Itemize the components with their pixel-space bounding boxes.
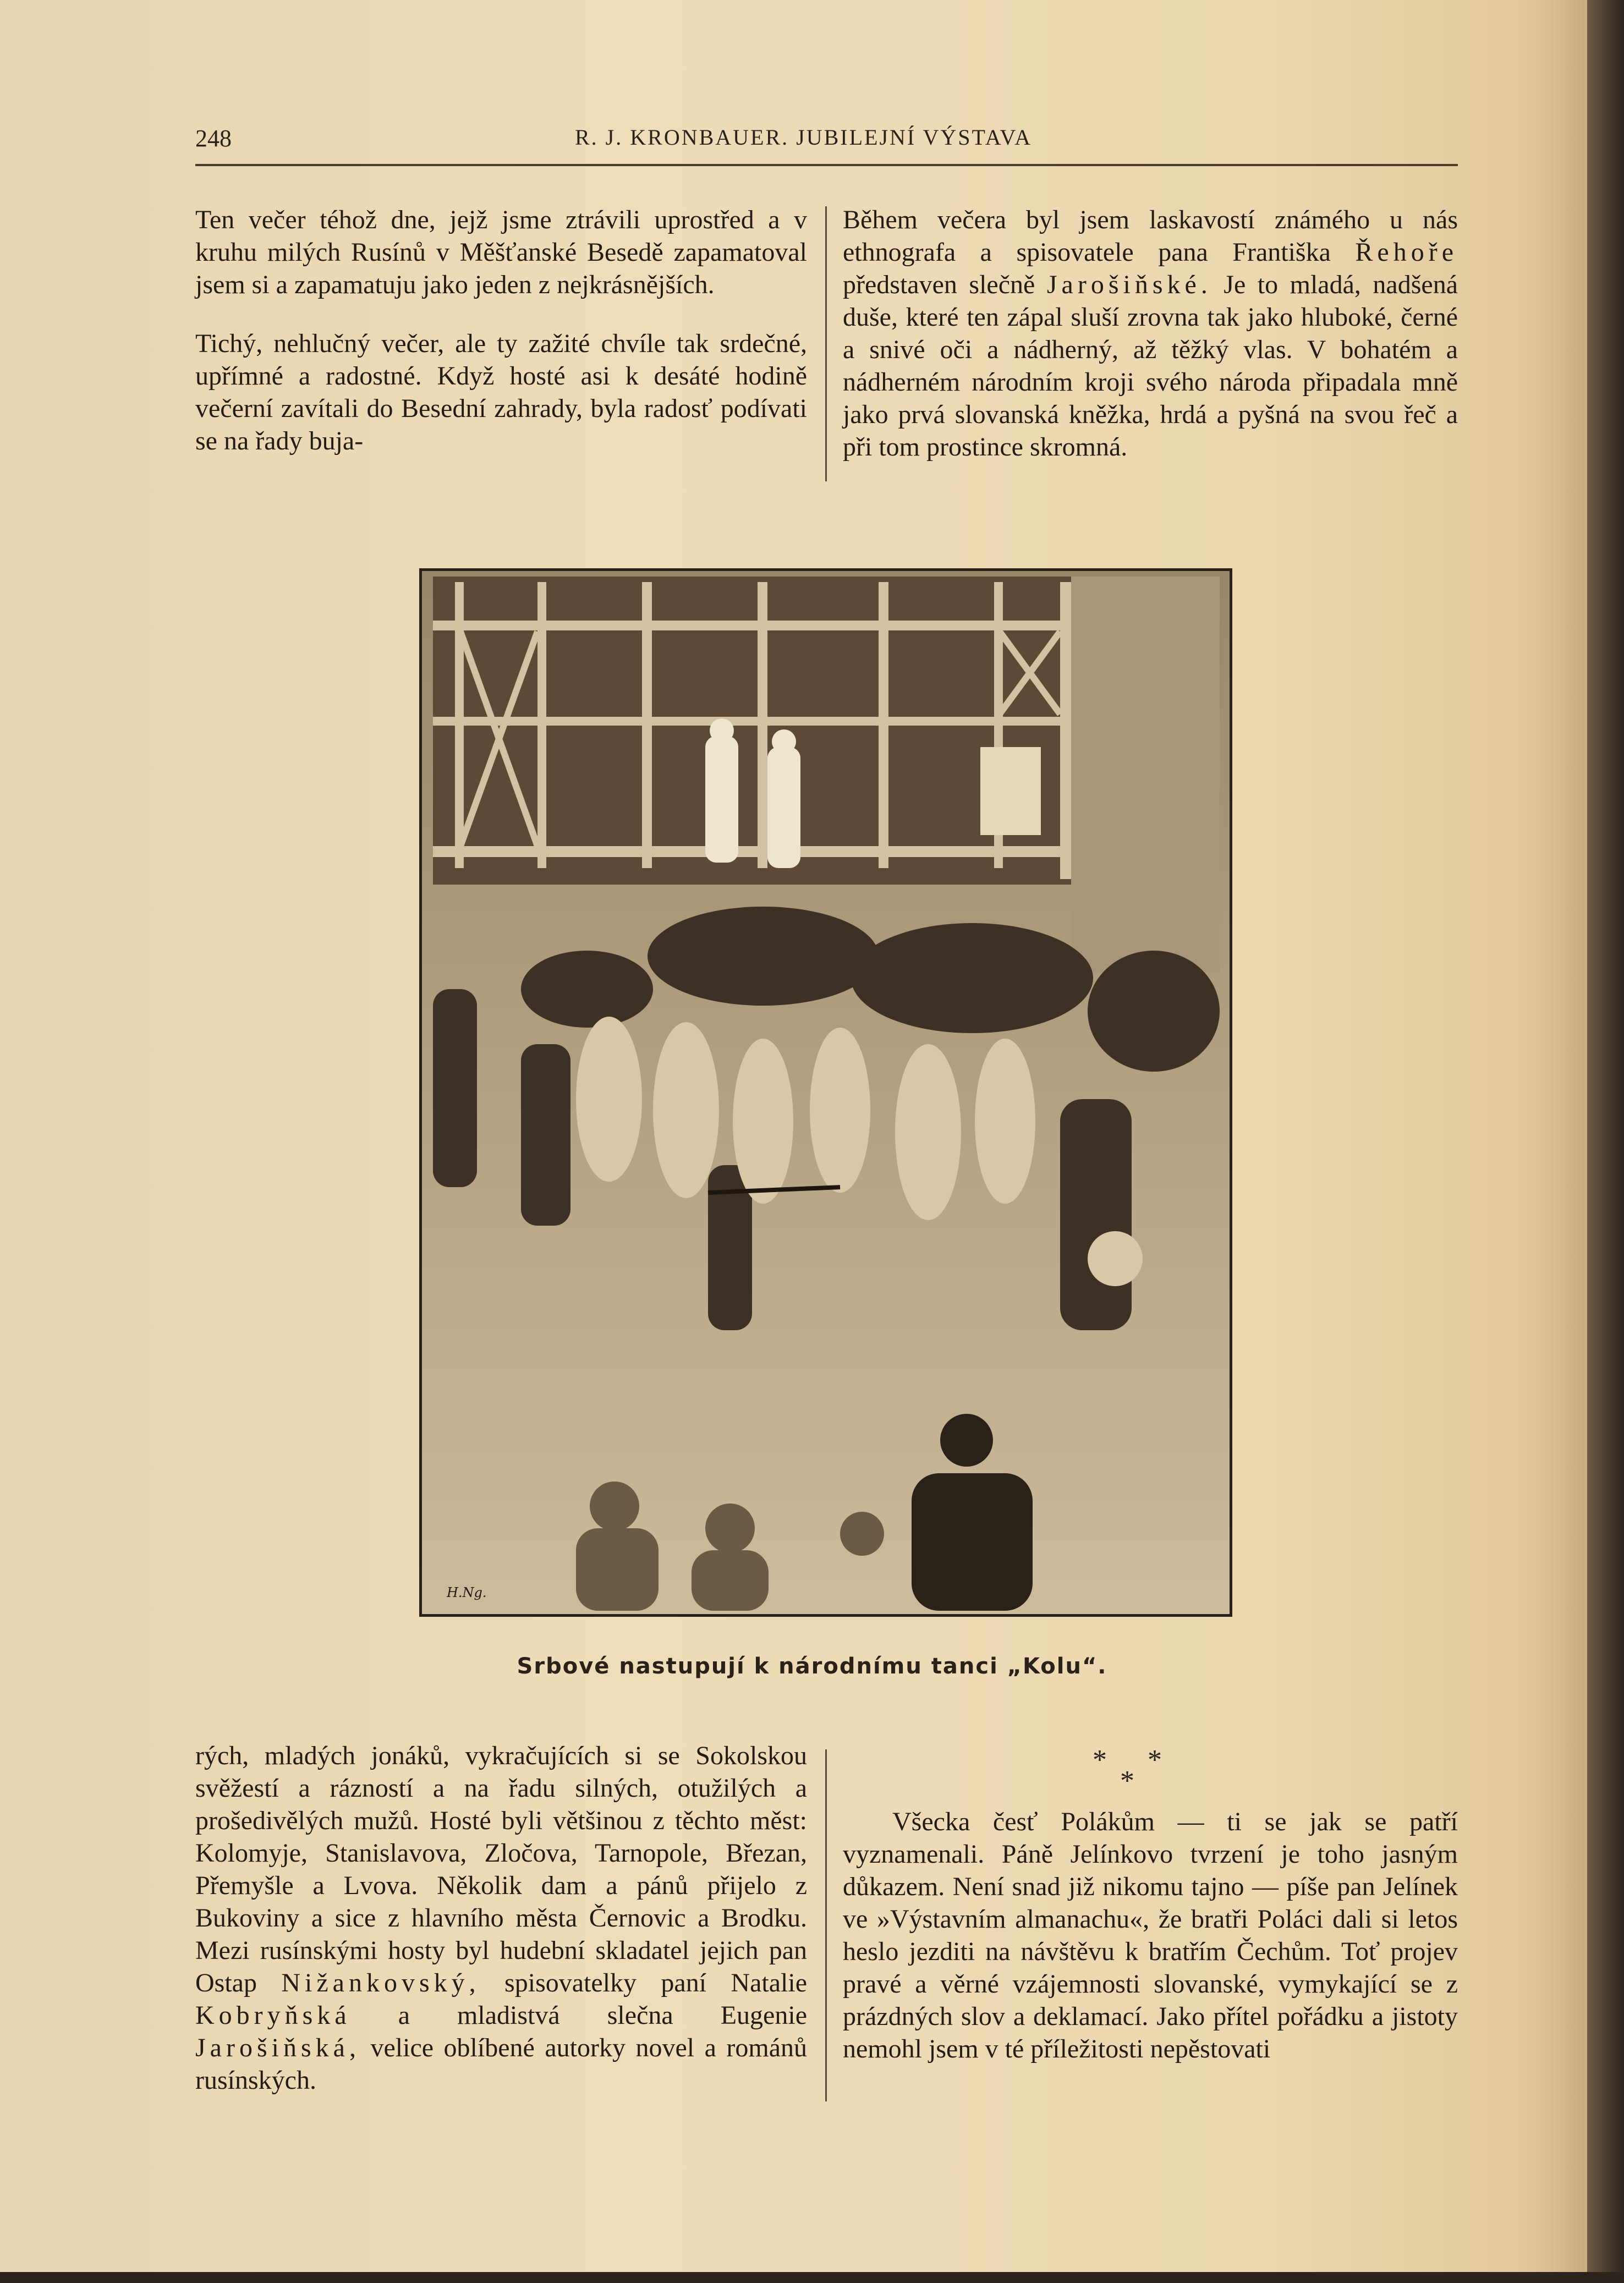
page-number: 248	[195, 125, 232, 152]
page-header	[195, 124, 1461, 163]
header-rule	[195, 164, 1458, 166]
paragraph: Tichý, nehlučný večer, ale ty zažité chvíle tak srdečné, upřímné a radostné. Když hosté asi k desáté hodině večerní zavítali do Besední zahrady, byla radosť podívati se na řady buja-	[195, 329, 807, 455]
running-head: R. J. KRONBAUER. JUBILEJNÍ VÝSTAVA	[575, 125, 1033, 150]
top-right-column	[843, 204, 1458, 463]
bottom-right-column	[843, 1805, 1458, 2065]
paragraph: rých, mladých jonáků, vykračujících si se Sokolskou svěžestí a rázností a na řadu silných, otužilých a prošedivělých mužů. Hosté byli většinou z těchto měst: Kolomyje, Stanislavova, Zločova, Tarnopole, Březan, Přemyšle a Lvova. Několik dam a pánů přijelo z Bukoviny a sice z hlavního města Černovic a Brodku. Mezi rusínskými hosty byl hudební skladatel jejich pan Ostap Nižankovský, spisovatelky paní Natalie Kobryňská a mladistvá slečna Eugenie Jarošiňská, velice oblíbené autorky novel a románů rusínských.	[195, 1741, 808, 2095]
name-rehore: Řehoře	[1355, 238, 1458, 267]
figure-caption: Srbové nastupují k národnímu tanci „Kolu“.	[517, 1654, 1107, 1679]
paragraph: Během večera byl jsem laskavostí známého u nás ethnografa a spisovatele pana Františka Řehoře představen slečně Jarošiňské. Je to mladá, nadšená duše, které ten zápal sluší zrovna tak jako hluboké, černé a snivé oči a nádherný, až těžký vlas. V bohatém a nádherném národním kroji svého národa připadala mně jako prvá slovanská kněžka, hrdá a pyšná na svou řeč a při tom prostince skromná.	[843, 205, 1458, 462]
column-divider	[825, 206, 827, 481]
name-jarosinska: Jarošiňská,	[195, 2033, 360, 2062]
asterisk: *	[1148, 1744, 1162, 1776]
column-divider	[825, 1749, 827, 2101]
photo-dancers-kolo	[422, 571, 1230, 1614]
paragraph: Všecka česť Polákům — ti se jak se patří vyznamenali. Páně Jelínkovo tvrzení je toho jasným důkazem. Není snad již nikomu tajno — píše pan Jelínek ve »Výstavním almanachu«, že bratři Poláci dali si letos heslo jezditi na návštěvu k bratřím Čechům. Toť projev pravé a věrné vzájemnosti slovanské, vymykající se z prázdných slov a deklamací. Jako přítel pořádku a jistoty nemohl jsem v té příležitosti nepěstovati	[843, 1807, 1458, 2064]
name-nizankovsky: Nižankovský,	[281, 1968, 480, 1997]
bottom-left-column	[195, 1739, 807, 2097]
asterisk: *	[1120, 1765, 1134, 1797]
photograph	[419, 568, 1232, 1617]
top-left-column	[195, 204, 807, 457]
book-edge	[1587, 0, 1624, 2283]
paragraph: Ten večer téhož dne, jejž jsme ztrávili uprostřed a v kruhu milých Rusínů v Měšťanské Besedě zapamatoval jsem si a zapamatuju jako jeden z nejkrásnějších.	[195, 205, 807, 299]
section-break	[1093, 1744, 1203, 1797]
name-kobrynska: Kobryňská	[195, 2001, 351, 2030]
asterisk: *	[1093, 1744, 1107, 1776]
photo-signature: H.Ng.	[447, 1585, 487, 1600]
name-jarosinske: Jarošiňské.	[1046, 270, 1212, 299]
book-edge-bottom	[0, 2272, 1624, 2283]
